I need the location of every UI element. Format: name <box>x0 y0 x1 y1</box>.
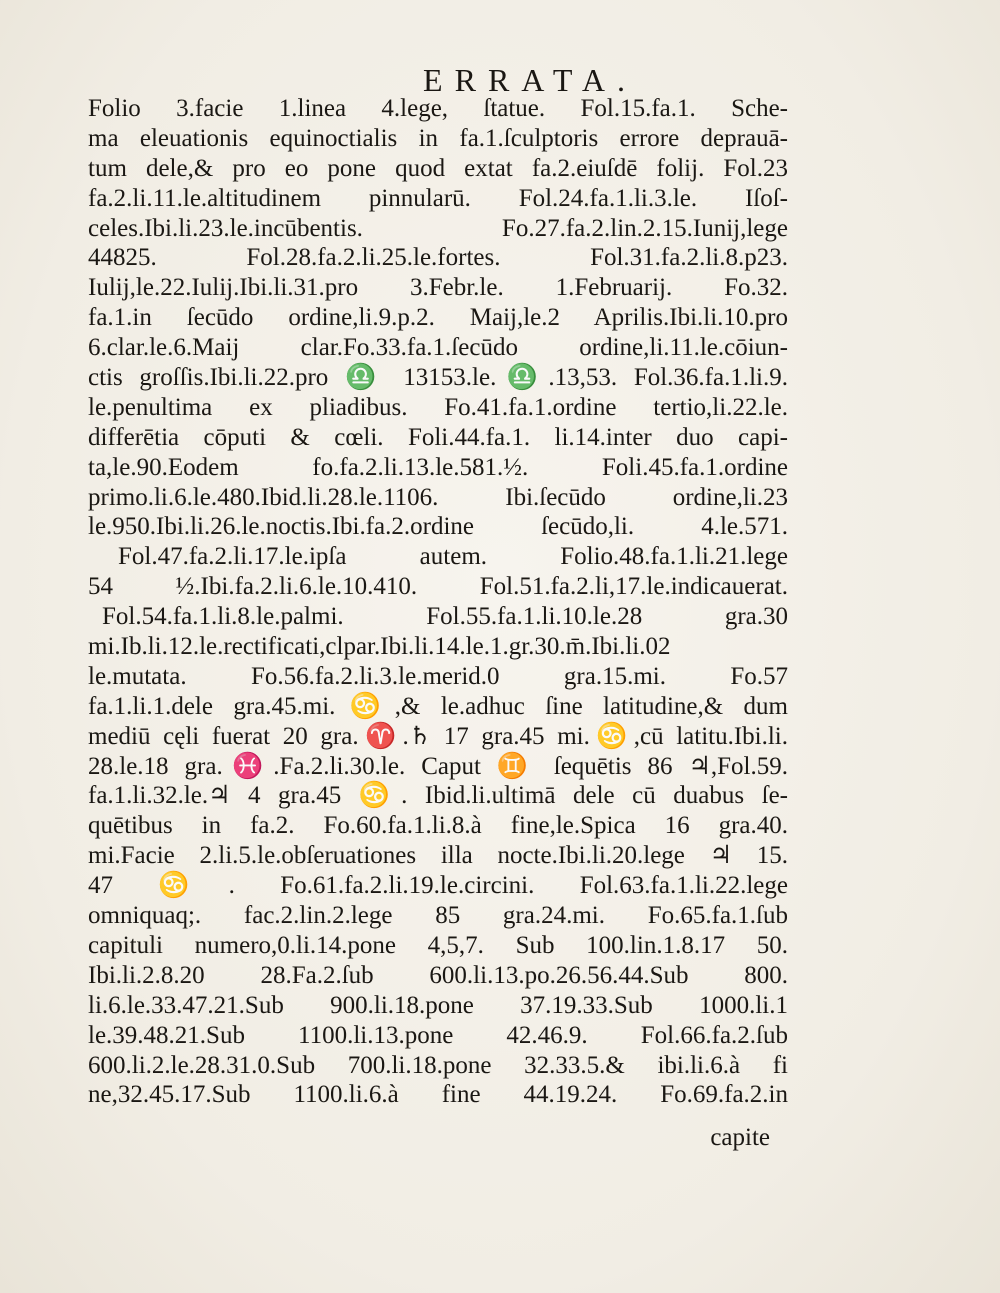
text-line: ma eleuationis equinoctialis in fa.1.ſculptoris errore deprauā- <box>88 124 788 152</box>
text-line: fa.1.li.32.le.♃ 4 gra.45 ♋. Ibid.li.ultimā dele cū duabus ſe- <box>88 782 788 810</box>
text-line: le.penultima ex pliadibus. Fo.41.fa.1.ordine tertio,li.22.le. <box>88 393 788 421</box>
text-line: fa.1.in ſecūdo ordine,li.9.p.2. Maij,le.2 Aprilis.Ibi.li.10.pro <box>88 304 788 332</box>
text-line: ta,le.90.Eodem fo.fa.2.li.13.le.581.½. Foli.45.fa.1.ordine <box>88 453 788 481</box>
text-line: mi.Ib.li.12.le.rectificati,clpar.Ibi.li.14.le.1.gr.30.m̄.Ibi.li.02 <box>88 633 671 661</box>
text-line: fa.2.li.11.le.altitudinem pinnularū. Fol.24.fa.1.li.3.le. Iſoſ- <box>88 184 788 212</box>
text-line: Fol.47.fa.2.li.17.le.ipſa autem. Folio.48.fa.1.li.21.lege <box>118 543 788 571</box>
text-line: 47 ♋. Fo.61.fa.2.li.19.le.circini. Fol.63.fa.1.li.22.lege <box>88 872 788 900</box>
catchword: capite <box>710 1124 770 1151</box>
text-line: Ibi.li.2.8.20 28.Fa.2.ſub 600.li.13.po.26.56.44.Sub 800. <box>88 961 788 989</box>
text-line: ctis groſſis.Ibi.li.22.pro ♎ 13153.le.♎.13,53. Fol.36.fa.1.li.9. <box>88 364 788 392</box>
text-line: 6.clar.le.6.Maij clar.Fo.33.fa.1.ſecūdo ordine,li.11.le.cōiun- <box>88 334 788 362</box>
text-line: mediū cęli fuerat 20 gra.♈.♄ 17 gra.45 mi.♋,cū latitu.Ibi.li. <box>88 722 788 750</box>
errata-text <box>88 94 788 1110</box>
text-line: Fol.54.fa.1.li.8.le.palmi. Fol.55.fa.1.li.10.le.28 gra.30 <box>102 603 788 631</box>
text-line: Folio 3.facie 1.linea 4.lege, ſtatue. Fol.15.fa.1. Sche- <box>88 95 788 122</box>
text-line: mi.Facie 2.li.5.le.obſeruationes illa nocte.Ibi.li.20.lege ♃ 15. <box>88 842 788 870</box>
text-line: celes.Ibi.li.23.le.incūbentis. Fo.27.fa.2.lin.2.15.Iunij,lege <box>88 214 788 242</box>
text-line: primo.li.6.le.480.Ibid.li.28.le.1106. Ibi.ſecūdo ordine,li.23 <box>88 483 788 511</box>
page-title: ERRATA. <box>423 62 637 98</box>
text-line: le.39.48.21.Sub 1100.li.13.pone 42.46.9. Fol.66.fa.2.ſub <box>88 1021 788 1049</box>
text-line: Iulij,le.22.Iulij.Ibi.li.31.pro 3.Febr.le. 1.Februarij. Fo.32. <box>88 274 788 302</box>
text-line: le.mutata. Fo.56.fa.2.li.3.le.merid.0 gra.15.mi. Fo.57 <box>88 662 788 690</box>
text-line: 54 ½.Ibi.fa.2.li.6.le.10.410. Fol.51.fa.2.li,17.le.indicauerat. <box>88 573 788 601</box>
text-line: quētibus in fa.2. Fo.60.fa.1.li.8.à fine,le.Spica 16 gra.40. <box>88 812 788 840</box>
text-line: tum dele,& pro eo pone quod extat fa.2.eiuſdē folij. Fol.23 <box>88 154 788 182</box>
text-line: 28.le.18 gra.♓.Fa.2.li.30.le. Caput ♊ ſequētis 86 ♃,Fol.59. <box>88 752 788 780</box>
text-line: omniquaq;. fac.2.lin.2.lege 85 gra.24.mi. Fo.65.fa.1.ſub <box>88 902 788 930</box>
text-line: capituli numero,0.li.14.pone 4,5,7. Sub 100.lin.1.8.17 50. <box>88 931 788 959</box>
text-line: fa.1.li.1.dele gra.45.mi.♋,& le.adhuc ſine latitudine,& dum <box>88 692 788 720</box>
text-line: li.6.le.33.47.21.Sub 900.li.18.pone 37.19.33.Sub 1000.li.1 <box>88 991 788 1019</box>
text-line: 44825. Fol.28.fa.2.li.25.le.fortes. Fol.31.fa.2.li.8.p23. <box>88 244 788 272</box>
text-line: 600.li.2.le.28.31.0.Sub 700.li.18.pone 32.33.5.& ibi.li.6.à fi <box>88 1051 788 1079</box>
text-line: le.950.Ibi.li.26.le.noctis.Ibi.fa.2.ordine ſecūdo,li. 4.le.571. <box>88 513 788 541</box>
text-line: differētia cōputi & cœli. Foli.44.fa.1. li.14.inter duo capi- <box>88 423 788 451</box>
text-line: ne,32.45.17.Sub 1100.li.6.à fine 44.19.24. Fo.69.fa.2.in <box>88 1081 788 1109</box>
